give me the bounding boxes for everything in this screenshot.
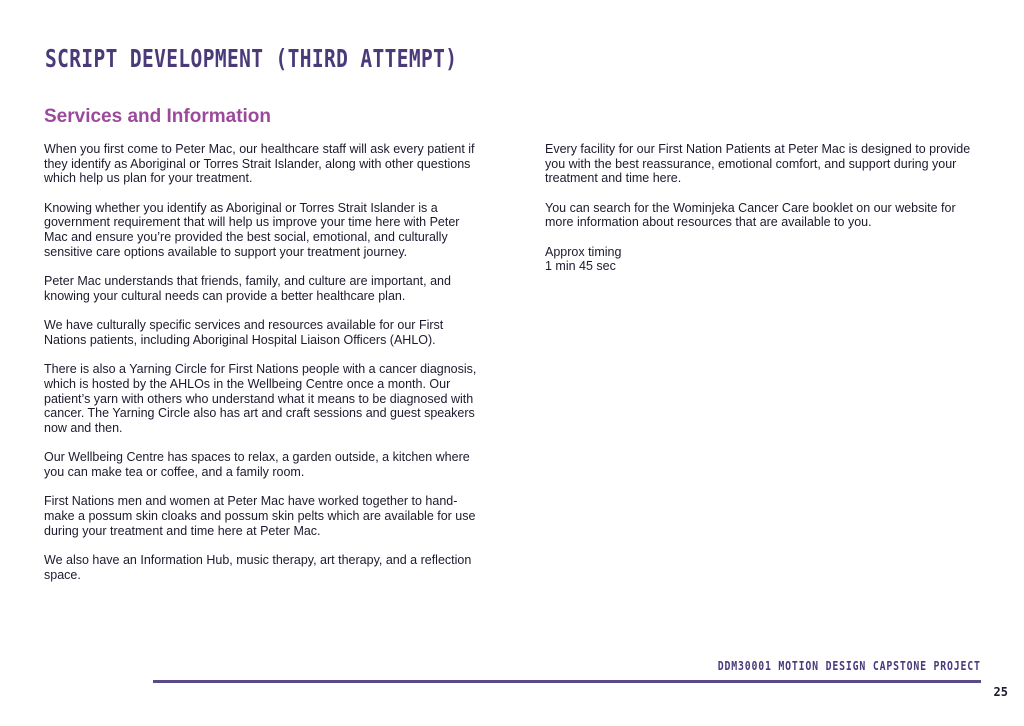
section-heading: Services and Information — [44, 106, 272, 127]
paragraph: First Nations men and women at Peter Mac have worked together to hand-make a possum skin cloaks and possum skin pelts which are available for use during your treatment and time here at Peter Mac. — [44, 494, 476, 538]
timing-value: 1 min 45 sec — [545, 259, 616, 274]
paragraph: There is also a Yarning Circle for First Nations people with a cancer diagnosis, which is hosted by the AHLOs in the Wellbeing Centre once a month. Our patient’s yarn with others who understand what it means to be diagnosed with cancer. The Yarning Circle also has art and craft sessions and guest speakers now and then. — [44, 362, 477, 435]
left-column — [44, 142, 478, 597]
paragraph: We also have an Information Hub, music therapy, art therapy, and a reflection space. — [44, 552, 472, 582]
paragraph: Every facility for our First Nation Patients at Peter Mac is designed to provide you with the best reassurance, emotional comfort, and support during your treatment and time here. — [545, 142, 971, 186]
paragraph: When you first come to Peter Mac, our healthcare staff will ask every patient if they identify as Aboriginal or Torres Strait Islander, along with other questions which help us plan for your treatment. — [44, 142, 475, 186]
timing-block — [545, 245, 985, 274]
paragraph: We have culturally specific services and resources available for our First Nations patients, including Aboriginal Hospital Liaison Officers (AHLO). — [44, 318, 444, 347]
footer-project-label: DDM30001 MOTION DESIGN CAPSTONE PROJECT — [717, 659, 981, 673]
paragraph: Peter Mac understands that friends, family, and culture are important, and knowing your cultural needs can provide a better healthcare plan. — [44, 274, 451, 303]
paragraph: Knowing whether you identify as Aboriginal or Torres Strait Islander is a government requirement that will help us improve your time here with Peter Mac and ensure you’re provided the best social, emotional, and culturally sensitive care options available to support your treatment journey. — [44, 200, 460, 259]
page-title: SCRIPT DEVELOPMENT (THIRD ATTEMPT) — [45, 44, 458, 73]
footer-divider — [153, 680, 981, 683]
paragraph: You can search for the Wominjeka Cancer Care booklet on our website for more information about resources that are available to you. — [545, 200, 956, 230]
paragraph: Our Wellbeing Centre has spaces to relax, a garden outside, a kitchen where you can make tea or coffee, and a family room. — [44, 450, 470, 479]
page-number: 25 — [993, 685, 1008, 699]
timing-label: Approx timing — [545, 244, 622, 259]
right-column — [545, 142, 985, 274]
